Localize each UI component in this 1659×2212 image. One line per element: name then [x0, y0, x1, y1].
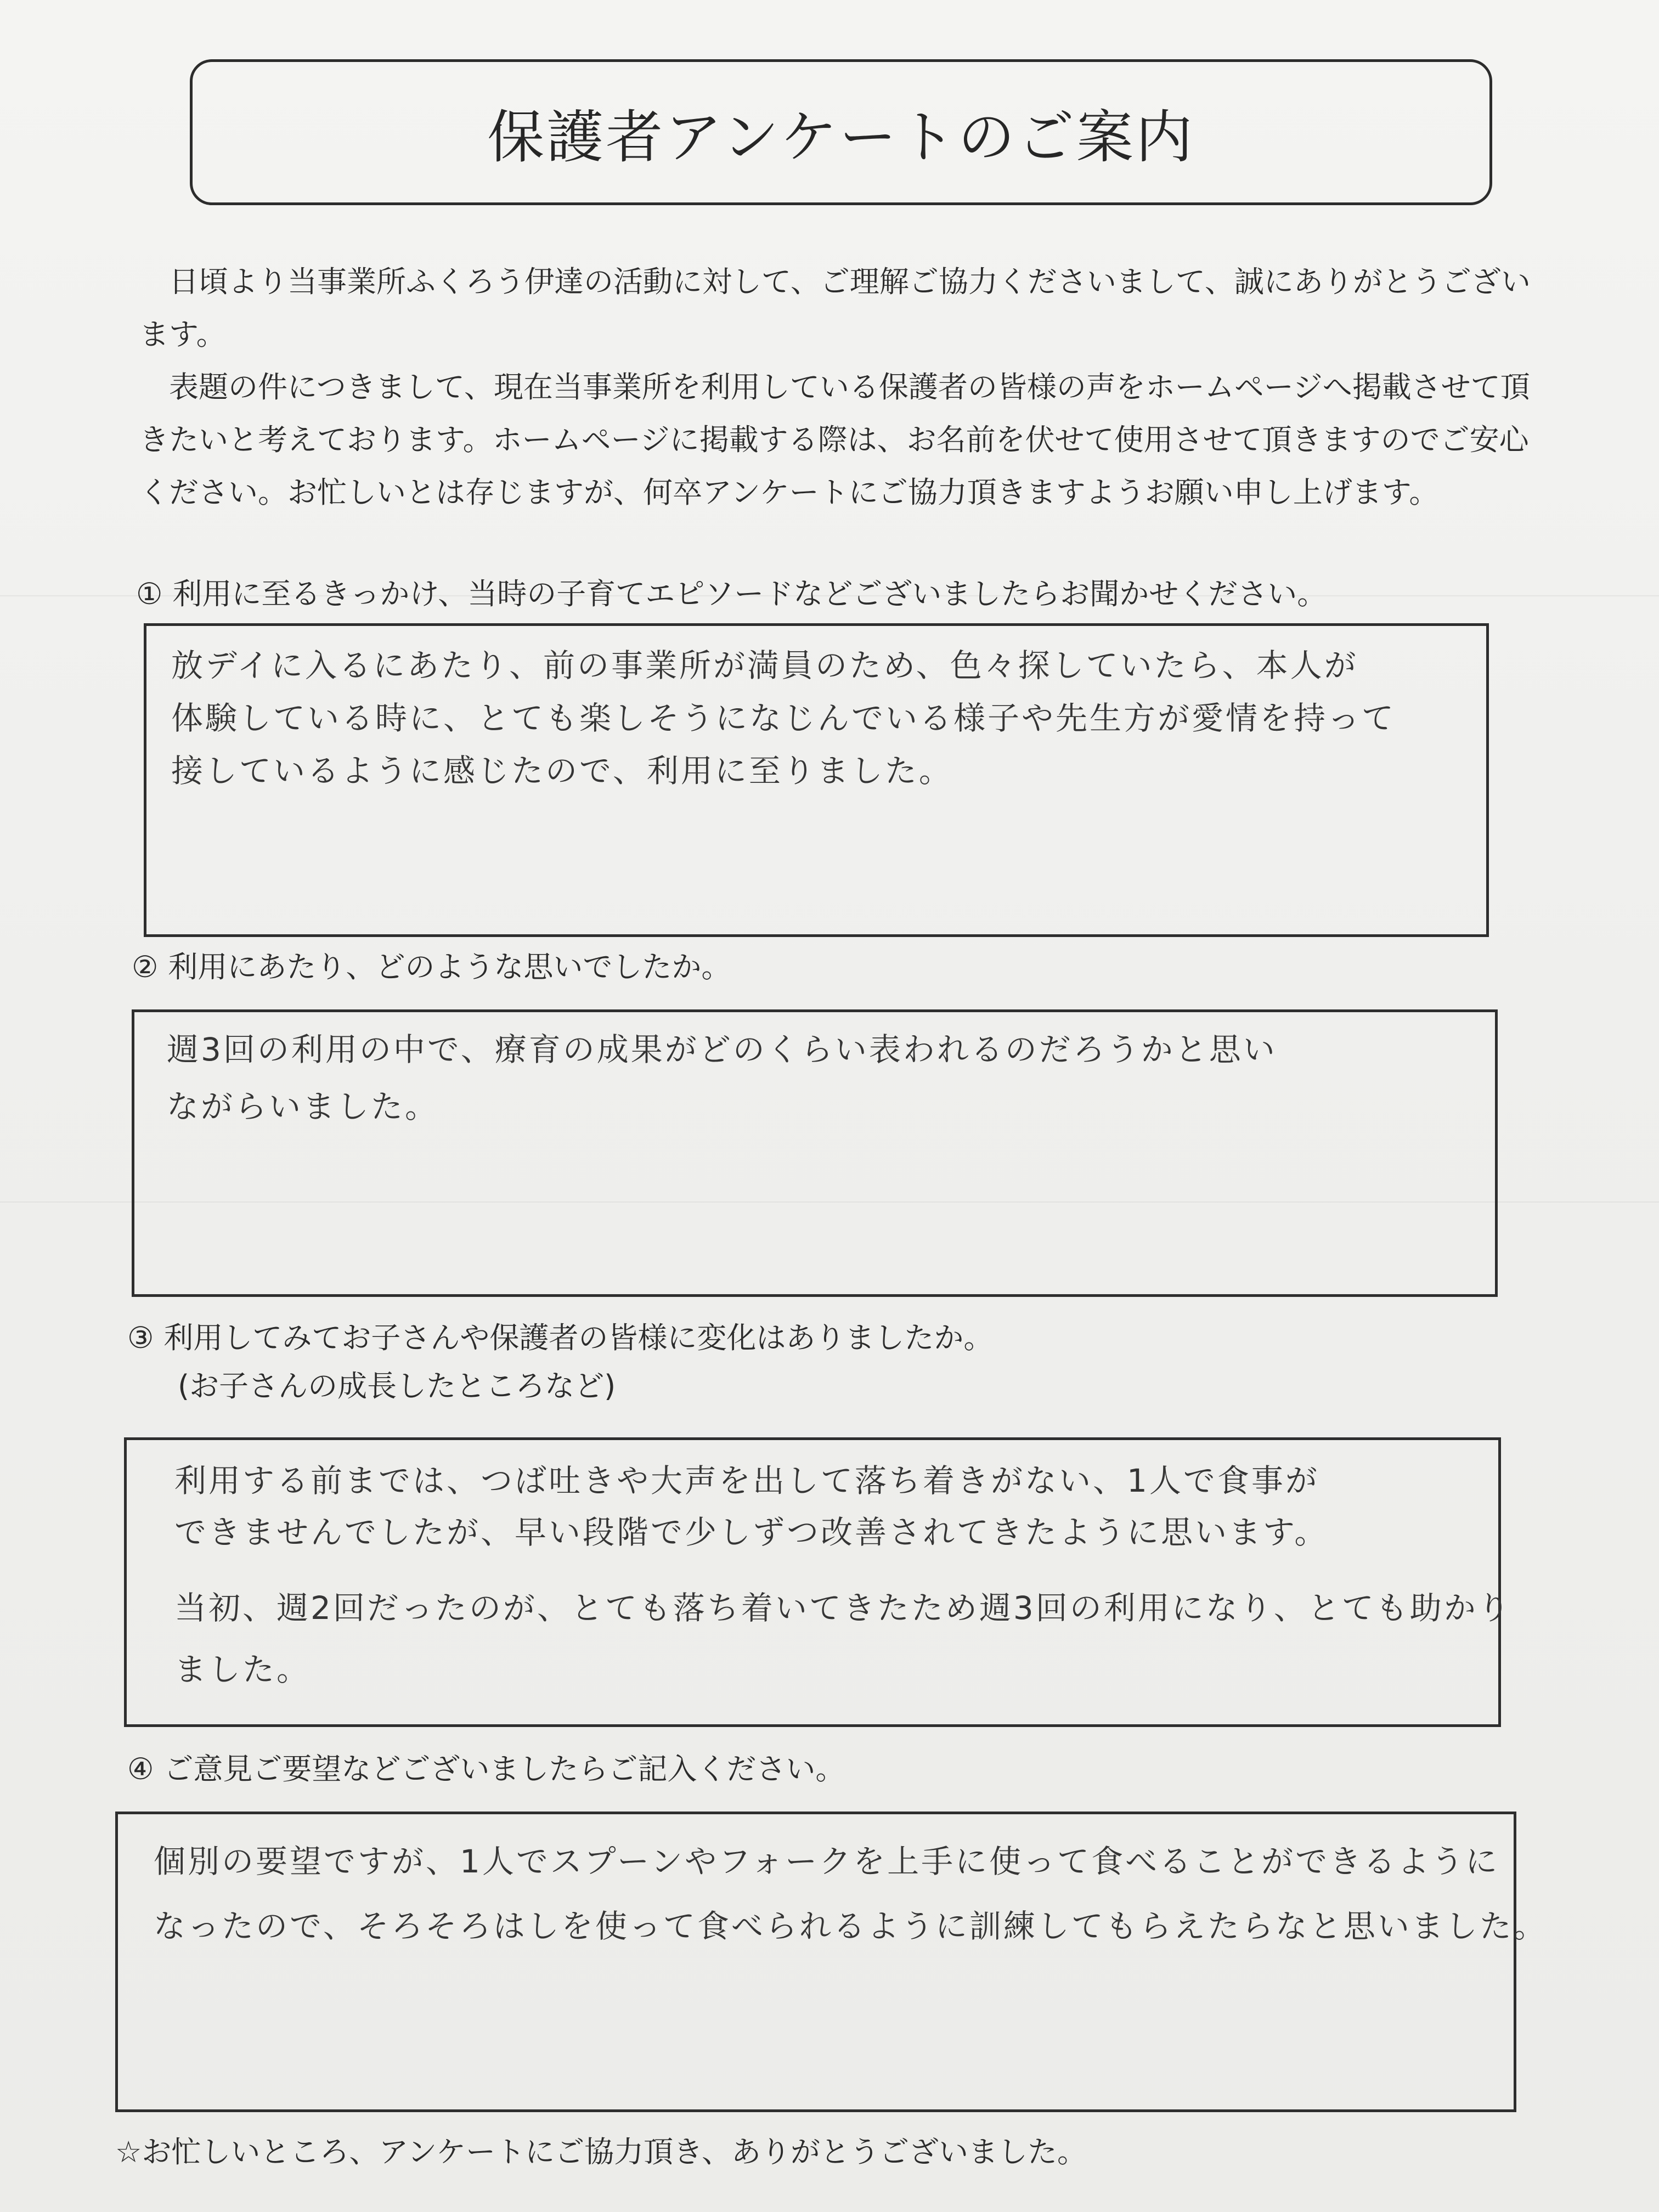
- answer-4-line-2: なったので、そろそろはしを使って食べられるように訓練してもらえたらなと思いました。: [154, 1908, 1548, 1945]
- question-4-text: ご意見ご要望などございましたらご記入ください。: [163, 1752, 845, 1786]
- answer-1-line-3: 接しているように感じたので、利用に至りました。: [171, 752, 953, 789]
- answer-1-line-2: 体験している時に、とても楽しそうになじんでいる様子や先生方が愛情を持って: [171, 699, 1396, 737]
- answer-2-line-2: ながらいました。: [167, 1088, 439, 1125]
- question-1-number: ①: [136, 577, 163, 611]
- question-4-number: ④: [127, 1752, 154, 1786]
- title-box: [190, 59, 1492, 205]
- intro-paragraph-1: 日頃より当事業所ふくろう伊達の活動に対して、ご理解ご協力くださいまして、誠にありがとうございます。: [139, 264, 1531, 352]
- answer-4-line-1: 個別の要望ですが、1人でスプーンやフォークを上手に使って食べることができるように: [154, 1843, 1500, 1880]
- question-3-text: 利用してみてお子さんや保護者の皆様に変化はありましたか。: [163, 1321, 994, 1355]
- intro-paragraph-2: 表題の件につきまして、現在当事業所を利用している保護者の皆様の声をホームページへ掲載させて頂きたいと考えております。ホームページに掲載する際は、お名前を伏せて使用させて頂きますのでご安心ください。お忙しいとは存じますが、何卒アンケートにご協力頂きますようお願い申し上げます。: [139, 370, 1530, 510]
- intro-text: [139, 256, 1555, 519]
- closing-message: ☆お忙しいところ、アンケートにご協力頂き、ありがとうございました。: [115, 2135, 1087, 2169]
- question-1-text: 利用に至るきっかけ、当時の子育てエピソードなどございましたらお聞かせください。: [172, 577, 1327, 611]
- question-2-text: 利用にあたり、どのような思いでしたか。: [168, 950, 731, 984]
- answer-1-line-1: 放デイに入るにあたり、前の事業所が満員のため、色々探していたら、本人が: [171, 647, 1358, 684]
- answer-3-line-3: 当初、週2回だったのが、とても落ち着いてきたため週3回の利用になり、とても助かり: [174, 1589, 1512, 1627]
- question-2-number: ②: [132, 950, 159, 984]
- question-3-number: ③: [127, 1321, 154, 1355]
- question-3-subtext: (お子さんの成長したところなど): [178, 1369, 616, 1403]
- question-1: [136, 571, 1327, 613]
- answer-2-line-1: 週3回の利用の中で、療育の成果がどのくらい表われるのだろうかと思い: [167, 1031, 1277, 1068]
- answer-3-line-4: ました。: [174, 1651, 311, 1688]
- question-2: [132, 944, 731, 986]
- answer-3-line-2: できませんでしたが、早い段階で少しずつ改善されてきたように思います。: [174, 1514, 1329, 1551]
- question-3: [127, 1314, 993, 1357]
- answer-3-line-1: 利用する前までは、つば吐きや大声を出して落ち着きがない、1人で食事が: [174, 1462, 1319, 1499]
- question-4: [127, 1746, 845, 1788]
- page-title: 保護者アンケートのご案内: [487, 104, 1195, 171]
